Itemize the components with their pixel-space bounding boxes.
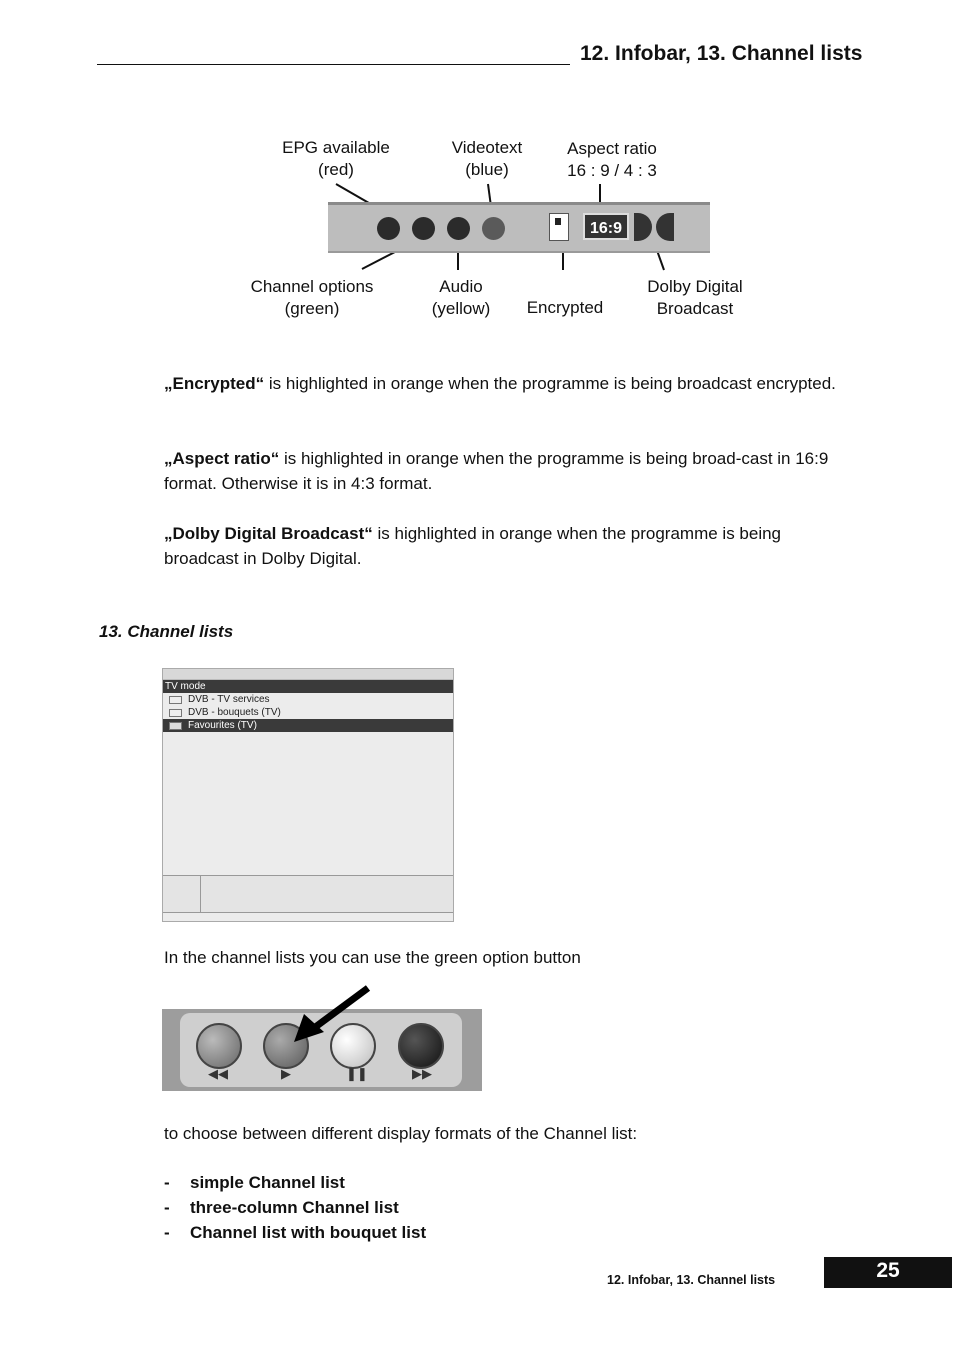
- page-number: 25: [824, 1257, 952, 1288]
- format-list: [164, 1170, 426, 1245]
- yellow-dot: [447, 217, 470, 240]
- term-encrypted: „Encrypted“: [164, 374, 265, 393]
- list-item: [164, 1170, 426, 1195]
- label-dolby: Dolby Digital Broadcast: [647, 277, 743, 318]
- list-item: [164, 1220, 426, 1245]
- label-aspect-ratio: Aspect ratio 16 : 9 / 4 : 3: [567, 139, 657, 180]
- blue-dot: [482, 217, 505, 240]
- list-item-label: DVB - TV services: [188, 694, 270, 705]
- folder-icon: [169, 696, 182, 704]
- paragraph-encrypted: [164, 371, 844, 396]
- red-dot: [377, 217, 400, 240]
- dolby-icon: [656, 213, 674, 241]
- tv-mode-header: TV mode: [163, 680, 453, 693]
- list-item: [163, 693, 453, 706]
- window-top-bar: [163, 669, 453, 680]
- paragraph-text: is highlighted in orange when the programme is being broadcast in Dolby Digital.: [164, 524, 782, 568]
- leader-lines: [0, 0, 954, 340]
- term-aspect-ratio: „Aspect ratio“: [164, 449, 280, 468]
- status-area: [163, 875, 453, 913]
- paragraph-text: is highlighted in orange when the programme is being broad-cast in 16:9 format. Otherwise it is in 4:3 format.: [164, 449, 829, 493]
- list-item-label: Favourites (TV): [188, 720, 257, 731]
- text-green-option: In the channel lists you can use the green option button: [164, 948, 581, 967]
- page-title: 12. Infobar, 13. Channel lists: [580, 42, 863, 65]
- footer-chapter: 12. Infobar, 13. Channel lists: [607, 1273, 776, 1287]
- list-item-label: three-column Channel list: [190, 1198, 399, 1217]
- label-videotext: Videotext (blue): [451, 138, 523, 179]
- list-dash: -: [164, 1223, 170, 1242]
- infobar-image: [328, 202, 710, 253]
- lock-icon: [549, 213, 569, 241]
- dolby-icon: [634, 213, 652, 241]
- list-item-label: simple Channel list: [190, 1173, 345, 1192]
- pause-icon: ❚❚: [346, 1066, 368, 1081]
- paragraph-text: is highlighted in orange when the programme is being broadcast encrypted.: [264, 374, 836, 393]
- play-icon: ▶: [281, 1066, 291, 1081]
- folder-icon: [169, 722, 182, 730]
- paragraph-aspect: [164, 446, 844, 496]
- ratio-badge: 16:9: [583, 213, 629, 240]
- rewind-icon: ◀◀: [208, 1066, 228, 1081]
- term-dolby: „Dolby Digital Broadcast“: [164, 524, 373, 543]
- channel-list-image: [162, 668, 454, 922]
- fast-forward-icon: ▶▶: [412, 1066, 432, 1081]
- paragraph-dolby: [164, 521, 844, 571]
- list-dash: -: [164, 1198, 170, 1217]
- list-item: [163, 706, 453, 719]
- label-epg: EPG available (red): [282, 138, 390, 179]
- text-choose-format: to choose between different display formats of the Channel list:: [164, 1124, 638, 1143]
- list-dash: -: [164, 1173, 170, 1192]
- green-dot: [412, 217, 435, 240]
- section-title: 13. Channel lists: [99, 622, 234, 641]
- list-item-selected: [163, 719, 453, 732]
- label-channel-options: Channel options (green): [250, 277, 374, 318]
- label-audio: Audio (yellow): [431, 277, 491, 318]
- red-button: [196, 1023, 242, 1069]
- list-item: [164, 1195, 426, 1220]
- list-item-label: Channel list with bouquet list: [190, 1223, 427, 1242]
- arrow-icon: [290, 984, 374, 1046]
- blue-button: [398, 1023, 444, 1069]
- folder-icon: [169, 709, 182, 717]
- label-encrypted: Encrypted: [526, 298, 604, 317]
- list-item-label: DVB - bouquets (TV): [188, 707, 281, 718]
